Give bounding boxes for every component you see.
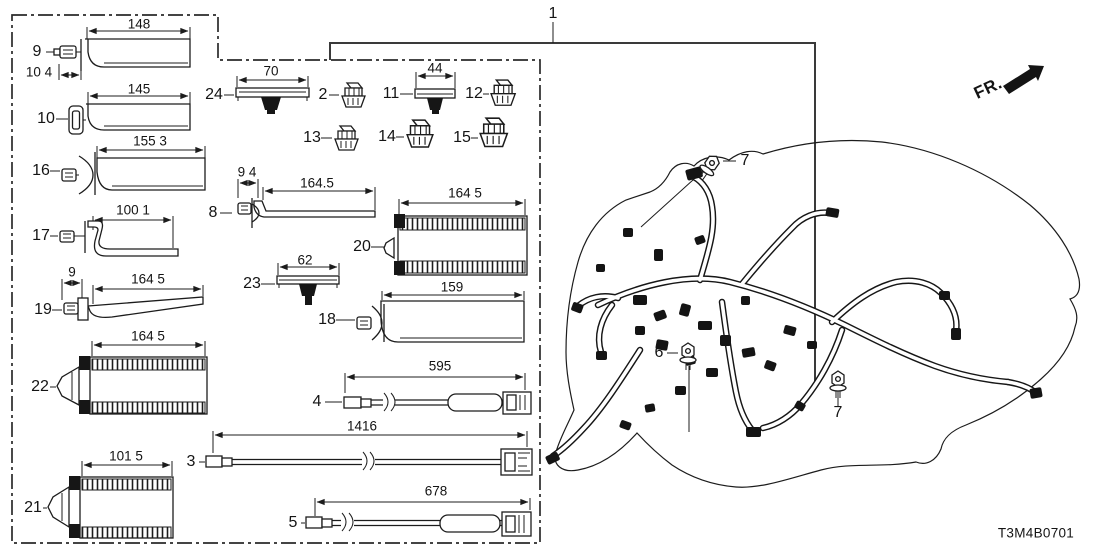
callout-8: 8: [208, 204, 218, 221]
callout-4: 4: [312, 393, 322, 410]
dim-3-length: 1416: [346, 418, 378, 434]
part-21-glyph: [48, 476, 173, 538]
dim-19-offset: 9: [68, 264, 76, 280]
callout-2: 2: [318, 86, 328, 103]
callout-24: 24: [205, 86, 223, 103]
callout-12: 12: [465, 85, 483, 102]
dim-17-length: 100 1: [116, 202, 150, 218]
callout-20: 20: [353, 238, 371, 255]
dim-16-length: 155 3: [133, 133, 167, 149]
part-10-glyph: [69, 104, 190, 134]
part-23-glyph: [277, 276, 339, 305]
callout-6: 6: [654, 344, 664, 361]
callout-19: 19: [34, 301, 52, 318]
callout-17: 17: [32, 227, 50, 244]
dim-24-length: 70: [263, 63, 279, 79]
fr-arrow-icon: [1003, 65, 1044, 94]
fr-direction-label: FR.: [970, 73, 1006, 103]
dim-10-length: 145: [127, 81, 151, 97]
part-14-glyph: [407, 120, 433, 147]
callout-21: 21: [24, 499, 42, 516]
callout-23: 23: [243, 275, 261, 292]
dim-20-length: 164 5: [448, 185, 482, 201]
part-24-glyph: [236, 88, 309, 114]
callout-7-upper: 7: [740, 152, 750, 169]
callout-22: 22: [31, 378, 49, 395]
callout-9: 9: [32, 43, 42, 60]
harness-illustration: [545, 166, 1043, 465]
callout-5: 5: [288, 514, 298, 531]
callout-13: 13: [303, 129, 321, 146]
dim-8-offset: 9 4: [237, 164, 257, 180]
diagram-code: T3M4B0701: [997, 525, 1075, 541]
dim-5-length: 678: [424, 483, 448, 499]
dim-21-length: 101 5: [109, 448, 143, 464]
part-3-glyph: [206, 449, 532, 475]
part-9-glyph: [54, 39, 190, 71]
part-19-glyph: [64, 297, 203, 320]
part-20-glyph: [384, 214, 527, 275]
dim-11-length: 44: [427, 60, 443, 76]
part-15-glyph: [480, 118, 507, 146]
callout-14: 14: [378, 128, 396, 145]
callout-1: 1: [548, 5, 558, 22]
part-2-glyph: [342, 83, 365, 107]
dim-22-length: 164 5: [131, 328, 165, 344]
part-16-glyph: [62, 152, 205, 195]
callout-18: 18: [318, 311, 336, 328]
dim-9-offset: 10 4: [25, 64, 53, 80]
dim-8-length: 164.5: [300, 175, 334, 191]
part-17-glyph: [60, 221, 178, 256]
part-12-glyph: [491, 80, 515, 105]
part-18-glyph: [357, 301, 524, 342]
dim-9-length: 148: [127, 16, 151, 32]
part-22-glyph: [57, 356, 207, 414]
part-8-glyph: [238, 198, 375, 228]
part-5-glyph: [306, 512, 531, 536]
dim-19-length: 164 5: [131, 271, 165, 287]
callout-7-lower: 7: [833, 404, 843, 421]
callout-16: 16: [32, 162, 50, 179]
callout-11: 11: [382, 85, 400, 102]
part-4-glyph: [344, 392, 531, 414]
dim-18-length: 159: [440, 279, 464, 295]
dim-4-length: 595: [428, 358, 452, 374]
callout-15: 15: [453, 129, 471, 146]
part-13-glyph: [335, 126, 358, 150]
dim-23-length: 62: [297, 252, 313, 268]
part-11-glyph: [415, 89, 455, 114]
callout-3: 3: [186, 453, 196, 470]
callout-10: 10: [37, 110, 55, 127]
